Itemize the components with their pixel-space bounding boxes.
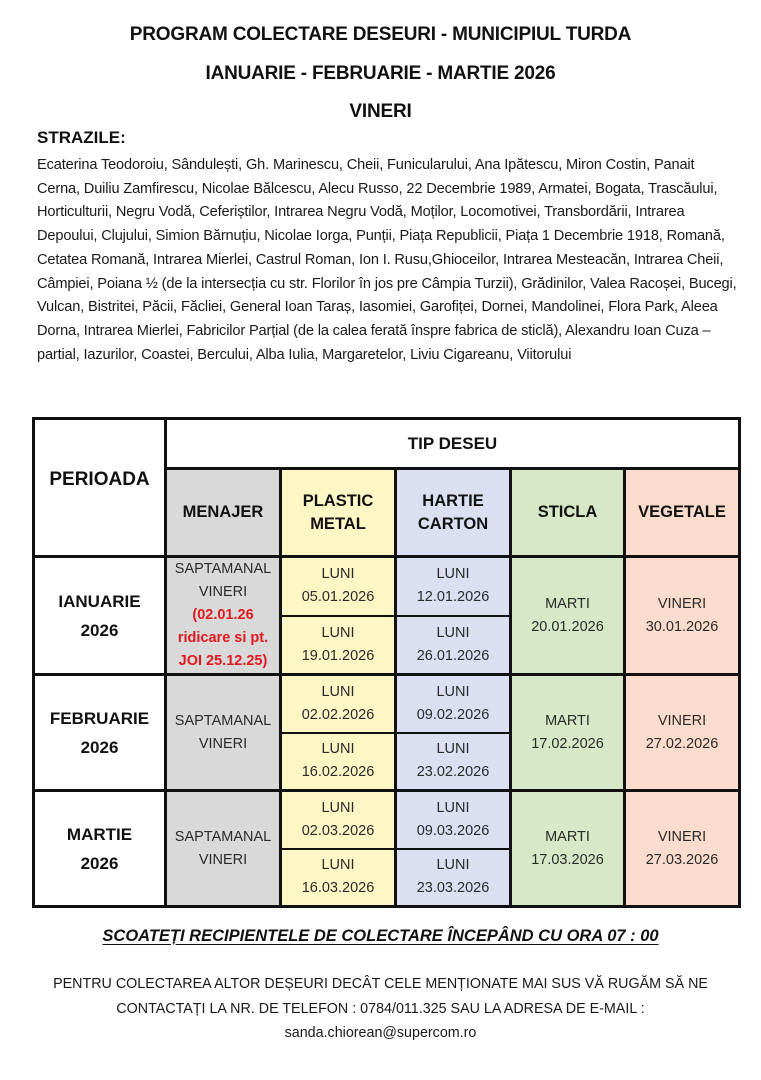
column-header-vegetale (625, 469, 740, 557)
date-label: 30.01.2026 (645, 618, 719, 635)
plastic-date-cell (281, 557, 396, 616)
contact-email: sanda.chiorean@supercom.ro (284, 1025, 477, 1041)
year-label: 2026 (80, 737, 119, 757)
contact-line: CONTACTAȚI LA NR. DE TELEFON : 0784/011.325 SAU LA ADRESA DE E-MAIL : (116, 1000, 645, 1017)
month-cell (34, 557, 166, 675)
frequency-label: SAPTAMANAL (174, 828, 272, 845)
column-header-plastic-metal (281, 469, 396, 557)
hartie-date-cell (396, 557, 511, 616)
streets-list: Ecaterina Teodoroiu, Sândulești, Gh. Marinescu, Cheii, Funicularului, Ana Ipătescu, Miron Costin, Panait Cerna, Duiliu Zamfirescu, Nicolae Bălcescu, Alecu Russo, 22 Decembrie 1989, Armatei, Bogata, Trascăului, Horticulturii, Negru Vodă, Ceferiștilor, Intrarea Negru Vodă, Moților, Locomotivei, Transbordării, Intrarea Depoului, Clujului, Simion Bărnuțiu, Nicolae Iorga, Punții, Piața Republicii, Piața 1 Decembrie 1918, Romană, Cetatea Romană, Intrarea Mierlei, Castrul Roman, Ion I. Rusu,Ghioceilor, Intrarea Mesteacăn, Intrarea Cheii, Câmpiei, Poiana ½ (de la intersecția cu str. Florilor în jos pre Câmpia Turzii), Grădinilor, Valea Racoșei, Bucegi, Vulcan, Bistritei, Păcii, Făcliei, General Ioan Taraș, Iasomiei, Garofiței, Dornei, Mandolinei, Flora Park, Aleea Dorna, Intrarea Mierlei, Fabricilor Parțial (de la calea ferată înspre fabrica de sticlă), Alexandru Ioan Cuza – partial, Iazurilor, Coastei, Bercului, Alba Iulia, Margaretelor, Liviu Cigareanu, Viitorului (37, 157, 737, 363)
holiday-note: JOI 25.12.25) (178, 653, 268, 669)
vegetale-date-cell (625, 557, 740, 675)
sticla-date-cell (511, 557, 625, 675)
day-label: LUNI (436, 741, 470, 758)
collection-day-subtitle: VINERI (349, 101, 412, 122)
day-label: VINERI (657, 828, 707, 845)
plastic-date-cell (281, 675, 396, 733)
column-label: METAL (310, 514, 366, 533)
notice-text: SCOATEȚI RECIPIENTELE DE COLECTARE ÎNCEPÂND CU ORA 07 : 00 (102, 927, 659, 945)
period-header: PERIOADA (34, 419, 166, 557)
column-header-sticla (511, 469, 625, 557)
sticla-date-cell (511, 791, 625, 907)
day-label: VINERI (198, 584, 248, 600)
waste-type-header: TIP DESEU (166, 419, 740, 469)
month-label: FEBRUARIE (49, 708, 150, 728)
menajer-cell (166, 791, 281, 907)
date-label: 17.02.2026 (531, 735, 604, 752)
plastic-date-cell (281, 791, 396, 849)
day-label: LUNI (321, 566, 355, 583)
day-label: LUNI (436, 799, 470, 816)
date-label: 12.01.2026 (416, 589, 490, 606)
column-header-menajer (166, 469, 281, 557)
vegetale-date-cell (625, 675, 740, 791)
date-label: 27.03.2026 (645, 851, 719, 868)
frequency-label: SAPTAMANAL (174, 712, 272, 729)
date-label: 26.01.2026 (416, 647, 490, 664)
day-label: LUNI (321, 683, 355, 700)
column-label: CARTON (417, 514, 489, 533)
column-label: VEGETALE (638, 503, 726, 521)
document-title: PROGRAM COLECTARE DESEURI - MUNICIPIUL TURDA (129, 24, 632, 45)
menajer-cell (166, 557, 281, 675)
date-label: 09.02.2026 (416, 706, 490, 723)
date-label: 16.02.2026 (301, 764, 375, 781)
date-label: 02.02.2026 (301, 706, 375, 723)
date-label: 23.02.2026 (416, 764, 490, 781)
day-label: VINERI (657, 712, 707, 729)
date-label: 05.01.2026 (301, 589, 375, 606)
contact-line: PENTRU COLECTAREA ALTOR DEȘEURI DECÂT CELE MENȚIONATE MAI SUS VĂ RUGĂM SĂ NE (53, 976, 708, 992)
column-label: STICLA (537, 503, 598, 521)
day-label: LUNI (436, 624, 470, 641)
day-label: LUNI (321, 741, 355, 758)
day-label: VINERI (198, 851, 248, 868)
column-label: MENAJER (182, 503, 264, 521)
year-label: 2026 (80, 853, 119, 873)
month-label: IANUARIE (58, 591, 141, 611)
table-row-february (34, 675, 740, 733)
column-header-hartie-carton (396, 469, 511, 557)
day-label: LUNI (436, 683, 470, 700)
year-label: 2026 (80, 620, 119, 640)
column-label: HARTIE (422, 491, 484, 510)
date-label: 23.03.2026 (416, 880, 490, 897)
holiday-note: ridicare si pt. (177, 630, 269, 646)
day-label: LUNI (321, 799, 355, 816)
table-row-january (34, 557, 740, 616)
streets-label: STRAZILE: (37, 128, 126, 147)
hartie-date-cell (396, 791, 511, 849)
day-label: MARTI (545, 712, 590, 729)
day-label: VINERI (657, 595, 707, 612)
date-label: 09.03.2026 (416, 822, 490, 839)
plastic-date-cell (281, 849, 396, 907)
period-subtitle: IANUARIE - FEBRUARIE - MARTIE 2026 (205, 63, 556, 84)
month-cell (34, 675, 166, 791)
month-label: MARTIE (66, 824, 133, 844)
plastic-date-cell (281, 616, 396, 675)
frequency-label: SAPTAMANAL (174, 561, 272, 577)
column-label: PLASTIC (302, 491, 374, 510)
day-label: MARTI (545, 595, 590, 612)
hartie-date-cell (396, 733, 511, 791)
sticla-date-cell (511, 675, 625, 791)
hartie-date-cell (396, 849, 511, 907)
vegetale-date-cell (625, 791, 740, 907)
table-row-march (34, 791, 740, 849)
collection-schedule-table (32, 417, 741, 908)
contact-info (0, 972, 761, 1046)
date-label: 17.03.2026 (531, 851, 604, 868)
month-cell (34, 791, 166, 907)
menajer-cell (166, 675, 281, 791)
date-label: 20.01.2026 (531, 618, 604, 635)
hartie-date-cell (396, 675, 511, 733)
day-label: MARTI (545, 828, 590, 845)
day-label: LUNI (436, 566, 470, 583)
day-label: LUNI (436, 857, 470, 874)
date-label: 19.01.2026 (301, 647, 375, 664)
plastic-date-cell (281, 733, 396, 791)
date-label: 02.03.2026 (301, 822, 375, 839)
date-label: 16.03.2026 (301, 880, 375, 897)
date-label: 27.02.2026 (645, 735, 719, 752)
bin-placement-notice (0, 927, 761, 946)
day-label: LUNI (321, 857, 355, 874)
day-label: LUNI (321, 624, 355, 641)
holiday-note: (02.01.26 (192, 607, 254, 623)
day-label: VINERI (198, 735, 248, 752)
hartie-date-cell (396, 616, 511, 675)
